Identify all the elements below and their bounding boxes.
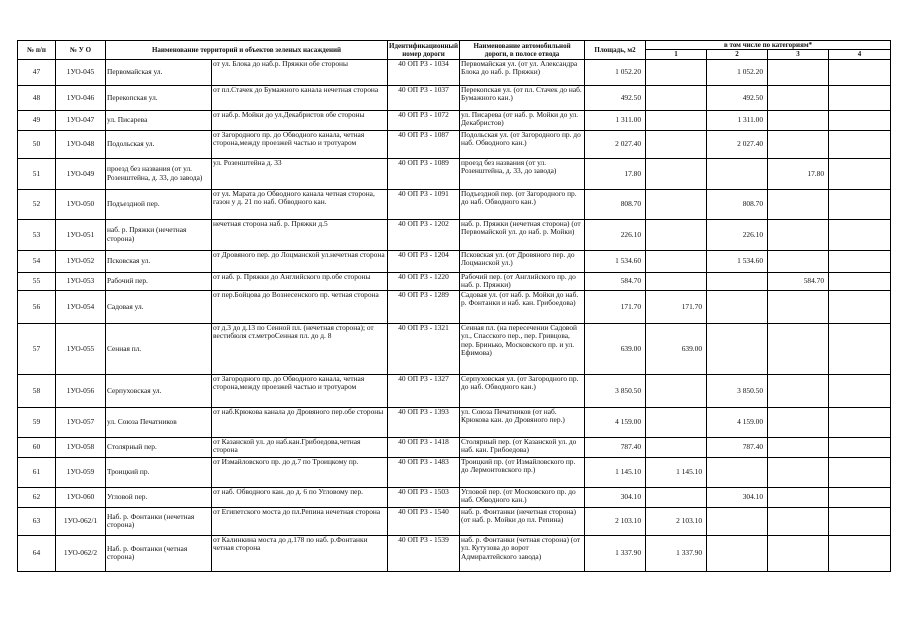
- table-row: [18, 130, 891, 158]
- header-categories: в том числе по категориям*: [646, 41, 891, 50]
- row-name: Наб. р. Фонтанки (нечетная сторона): [106, 507, 212, 535]
- row-cat-2: 492.50: [707, 85, 768, 110]
- row-num: 61: [18, 457, 56, 487]
- row-cat-1: [646, 85, 707, 110]
- row-cat-2: [707, 457, 768, 487]
- row-cat-4: [829, 130, 891, 158]
- row-road: Псковская ул. (от Дровяного пер. до Лоцманской ул.): [460, 250, 585, 272]
- header-name: Наименование территорий и объектов зеленых насаждений: [106, 41, 388, 60]
- row-road: ул. Союза Печатников (от наб. Крюкова кан. до Дровяного пер.): [460, 407, 585, 437]
- row-ident: 40 ОП РЗ - 1220: [388, 272, 460, 290]
- row-description: от д.3 до д.13 по Сенной пл. (нечетная сторона); от вестибюля ст.метроСенная пл. до д. 8: [212, 323, 388, 374]
- row-cat-2: 4 159.00: [707, 407, 768, 437]
- row-road: наб. р. Фонтанки (нечетная сторона) (от наб. р. Мойки до пл. Репина): [460, 507, 585, 535]
- row-description: от Загородного пр. до Обводного канала, четная сторона,между проезжей частью и тротуаром: [212, 130, 388, 158]
- table-row: [18, 250, 891, 272]
- row-cat-1: [646, 130, 707, 158]
- row-road: Троицкий пр. (от Измайловского пр. до Лермонтовского пр.): [460, 457, 585, 487]
- row-description: от Калинкина моста до д.178 по наб. р.Фонтанки четная сторона: [212, 535, 388, 571]
- table-row: [18, 457, 891, 487]
- row-cat-1: 171.70: [646, 290, 707, 323]
- row-description: от Египетского моста до пл.Репина нечетная сторона: [212, 507, 388, 535]
- row-uo: 1УО-057: [56, 407, 106, 437]
- row-uo: 1УО-047: [56, 110, 106, 130]
- row-cat-4: [829, 374, 891, 407]
- row-cat-1: 2 103.10: [646, 507, 707, 535]
- row-cat-3: [768, 59, 829, 85]
- row-description: от наб.р. Мойки до ул.Декабристов обе стороны: [212, 110, 388, 130]
- row-name: проезд без названия (от ул. Розенштейна, д. 33, до завода): [106, 158, 212, 189]
- table-row: [18, 437, 891, 457]
- row-cat-3: [768, 290, 829, 323]
- row-name: Садовая ул.: [106, 290, 212, 323]
- green-areas-sheet: [17, 40, 891, 572]
- row-cat-4: [829, 272, 891, 290]
- row-cat-1: 639.00: [646, 323, 707, 374]
- row-cat-2: [707, 272, 768, 290]
- row-area: 1 534.60: [585, 250, 646, 272]
- row-ident: 40 ОП РЗ - 1393: [388, 407, 460, 437]
- row-description: от пл.Стачек до Бумажного канала нечетная сторона: [212, 85, 388, 110]
- table-body: [18, 59, 891, 571]
- row-ident: 40 ОП РЗ - 1089: [388, 158, 460, 189]
- row-num: 50: [18, 130, 56, 158]
- row-cat-3: [768, 457, 829, 487]
- row-cat-1: [646, 407, 707, 437]
- row-ident: 40 ОП РЗ - 1540: [388, 507, 460, 535]
- row-cat-3: [768, 437, 829, 457]
- row-road: Садовая ул. (от наб. р. Мойки до наб. р. Фонтанки и наб. кан. Грибоедова): [460, 290, 585, 323]
- row-cat-1: [646, 158, 707, 189]
- row-name: Угловой пер.: [106, 487, 212, 507]
- row-road: Подъездной пер. (от Загородного пр. до наб. Обводного кан.): [460, 189, 585, 219]
- row-name: Подъездной пер.: [106, 189, 212, 219]
- row-cat-3: [768, 189, 829, 219]
- row-name: Серпуховская ул.: [106, 374, 212, 407]
- row-uo: 1УО-062/1: [56, 507, 106, 535]
- row-name: Наб. р. Фонтанки (четная сторона): [106, 535, 212, 571]
- row-area: 639.00: [585, 323, 646, 374]
- row-cat-1: [646, 110, 707, 130]
- row-uo: 1УО-045: [56, 59, 106, 85]
- row-num: 56: [18, 290, 56, 323]
- row-cat-2: 2 027.40: [707, 130, 768, 158]
- row-num: 64: [18, 535, 56, 571]
- row-cat-3: [768, 85, 829, 110]
- row-ident: 40 ОП РЗ - 1539: [388, 535, 460, 571]
- row-road: Столярный пер. (от Казанской ул. до наб. кан. Грибоедова): [460, 437, 585, 457]
- table-row: [18, 535, 891, 571]
- row-cat-3: [768, 487, 829, 507]
- row-road: Серпуховская ул. (от Загородного пр. до наб. Обводного кан.): [460, 374, 585, 407]
- header-uo: № У О: [56, 41, 106, 60]
- row-uo: 1УО-053: [56, 272, 106, 290]
- row-ident: 40 ОП РЗ - 1503: [388, 487, 460, 507]
- row-uo: 1УО-048: [56, 130, 106, 158]
- row-cat-4: [829, 219, 891, 250]
- row-cat-3: [768, 130, 829, 158]
- row-cat-2: 1 534.60: [707, 250, 768, 272]
- table-row: [18, 85, 891, 110]
- row-cat-4: [829, 437, 891, 457]
- row-num: 52: [18, 189, 56, 219]
- row-ident: 40 ОП РЗ - 1087: [388, 130, 460, 158]
- row-cat-2: 808.70: [707, 189, 768, 219]
- row-uo: 1УО-054: [56, 290, 106, 323]
- header-cat-1: 1: [646, 50, 707, 59]
- row-ident: 40 ОП РЗ - 1204: [388, 250, 460, 272]
- row-num: 63: [18, 507, 56, 535]
- table-row: [18, 158, 891, 189]
- row-uo: 1УО-052: [56, 250, 106, 272]
- row-cat-3: [768, 535, 829, 571]
- row-ident: 40 ОП РЗ - 1321: [388, 323, 460, 374]
- table-header: [18, 41, 891, 60]
- green-areas-table: [17, 40, 891, 572]
- row-description: от наб. р. Пряжки до Английского пр.обе стороны: [212, 272, 388, 290]
- row-uo: 1УО-049: [56, 158, 106, 189]
- row-ident: 40 ОП РЗ - 1418: [388, 437, 460, 457]
- row-name: Рабочий пер.: [106, 272, 212, 290]
- row-cat-3: 17.80: [768, 158, 829, 189]
- row-cat-2: 304.10: [707, 487, 768, 507]
- header-num: № п/п: [18, 41, 56, 60]
- row-area: 2 027.40: [585, 130, 646, 158]
- row-cat-4: [829, 189, 891, 219]
- row-road: проезд без названия (от ул. Розенштейна, д. 33, до завода): [460, 158, 585, 189]
- row-name: наб. р. Пряжки (нечетная сторона): [106, 219, 212, 250]
- row-cat-4: [829, 250, 891, 272]
- row-name: Первомайская ул.: [106, 59, 212, 85]
- row-cat-4: [829, 323, 891, 374]
- row-cat-2: 787.40: [707, 437, 768, 457]
- row-cat-2: 1 311.00: [707, 110, 768, 130]
- table-row: [18, 290, 891, 323]
- row-description: от Казанской ул. до наб.кан.Грибоедова,четная сторона: [212, 437, 388, 457]
- row-cat-4: [829, 407, 891, 437]
- row-cat-2: [707, 158, 768, 189]
- row-description: от наб.Крюкова канала до Дровяного пер.обе стороны: [212, 407, 388, 437]
- row-cat-4: [829, 158, 891, 189]
- table-row: [18, 59, 891, 85]
- header-ident: Идентификационный номер дороги: [389, 41, 459, 58]
- row-num: 59: [18, 407, 56, 437]
- row-num: 47: [18, 59, 56, 85]
- row-uo: 1УО-051: [56, 219, 106, 250]
- table-row: [18, 272, 891, 290]
- row-road: Перекопская ул. (от пл. Стачек до наб. Бумажного кан.): [460, 85, 585, 110]
- row-num: 54: [18, 250, 56, 272]
- row-area: 171.70: [585, 290, 646, 323]
- row-ident: 40 ОП РЗ - 1072: [388, 110, 460, 130]
- row-area: 1 311.00: [585, 110, 646, 130]
- table-row: [18, 189, 891, 219]
- row-road: Угловой пер. (от Московского пр. до наб. Обводного кан.): [460, 487, 585, 507]
- row-cat-4: [829, 85, 891, 110]
- row-num: 48: [18, 85, 56, 110]
- row-name: Столярный пер.: [106, 437, 212, 457]
- row-cat-4: [829, 487, 891, 507]
- row-area: 226.10: [585, 219, 646, 250]
- row-cat-1: [646, 374, 707, 407]
- row-description: от ул. Марата до Обводного канала четная сторона, газон у д. 21 по наб. Обводного кан.: [212, 189, 388, 219]
- table-row: [18, 323, 891, 374]
- row-num: 53: [18, 219, 56, 250]
- row-cat-3: [768, 407, 829, 437]
- row-cat-1: [646, 487, 707, 507]
- row-num: 62: [18, 487, 56, 507]
- row-cat-3: [768, 219, 829, 250]
- row-cat-1: 1 145.10: [646, 457, 707, 487]
- row-ident: 40 ОП РЗ - 1483: [388, 457, 460, 487]
- row-cat-3: [768, 110, 829, 130]
- table-row: [18, 487, 891, 507]
- header-cat-2: 2: [707, 50, 768, 59]
- row-cat-4: [829, 507, 891, 535]
- row-area: 4 159.00: [585, 407, 646, 437]
- row-name: Троицкий пр.: [106, 457, 212, 487]
- row-description: от пер.Бойцова до Вознесенского пр. четная сторона: [212, 290, 388, 323]
- row-cat-3: [768, 250, 829, 272]
- row-cat-1: [646, 250, 707, 272]
- row-cat-3: [768, 507, 829, 535]
- header-cat-4: 4: [829, 50, 891, 59]
- row-cat-2: 3 850.50: [707, 374, 768, 407]
- header-area: Площадь, м2: [585, 41, 646, 60]
- row-cat-2: [707, 290, 768, 323]
- row-ident: 40 ОП РЗ - 1037: [388, 85, 460, 110]
- row-cat-2: [707, 507, 768, 535]
- row-cat-2: 1 052.20: [707, 59, 768, 85]
- table-row: [18, 507, 891, 535]
- table-row: [18, 374, 891, 407]
- row-road: Рабочий пер. (от Английского пр. до наб. р. Пряжки): [460, 272, 585, 290]
- row-cat-2: [707, 535, 768, 571]
- header-cat-3: 3: [768, 50, 829, 59]
- row-cat-2: 226.10: [707, 219, 768, 250]
- row-description: от Загородного пр. до Обводного канала, четная сторона,между проезжей частью и тротуаром: [212, 374, 388, 407]
- row-cat-4: [829, 110, 891, 130]
- table-row: [18, 219, 891, 250]
- row-ident: 40 ОП РЗ - 1289: [388, 290, 460, 323]
- row-num: 57: [18, 323, 56, 374]
- row-cat-1: [646, 189, 707, 219]
- row-cat-4: [829, 59, 891, 85]
- row-area: 2 103.10: [585, 507, 646, 535]
- row-description: ул. Розенштейна д. 33: [212, 158, 388, 189]
- row-num: 58: [18, 374, 56, 407]
- row-num: 51: [18, 158, 56, 189]
- row-description: от Дровяного пер. до Лоцманской ул.нечетная сторона: [212, 250, 388, 272]
- row-uo: 1УО-059: [56, 457, 106, 487]
- row-name: ул. Союза Печатников: [106, 407, 212, 437]
- row-area: 304.10: [585, 487, 646, 507]
- row-cat-3: [768, 374, 829, 407]
- row-num: 49: [18, 110, 56, 130]
- row-cat-1: [646, 59, 707, 85]
- row-cat-3: 584.70: [768, 272, 829, 290]
- row-road: ул. Писарева (от наб. р. Мойки до ул. Декабристов): [460, 110, 585, 130]
- row-uo: 1УО-046: [56, 85, 106, 110]
- row-ident: 40 ОП РЗ - 1327: [388, 374, 460, 407]
- row-num: 55: [18, 272, 56, 290]
- row-uo: 1УО-050: [56, 189, 106, 219]
- row-cat-1: [646, 437, 707, 457]
- row-name: ул. Писарева: [106, 110, 212, 130]
- row-area: 17.80: [585, 158, 646, 189]
- row-num: 60: [18, 437, 56, 457]
- header-road: Наименование автомобильной дороги, в полосе отвода: [460, 41, 585, 60]
- row-name: Подольская ул.: [106, 130, 212, 158]
- row-area: 3 850.50: [585, 374, 646, 407]
- row-cat-1: 1 337.90: [646, 535, 707, 571]
- row-uo: 1УО-055: [56, 323, 106, 374]
- row-road: наб. р. Фонтанки (четная сторона) (от ул. Кутузова до ворот Адмиралтейского завода): [460, 535, 585, 571]
- row-road: Сенная пл. (на пересечении Садовой ул., Спасского пер., пер. Гривцова, пер. Бринько, Московского пр. и ул. Ефимова): [460, 323, 585, 374]
- row-ident: 40 ОП РЗ - 1091: [388, 189, 460, 219]
- row-area: 808.70: [585, 189, 646, 219]
- row-ident: 40 ОП РЗ - 1034: [388, 59, 460, 85]
- row-area: 1 145.10: [585, 457, 646, 487]
- row-uo: 1УО-062/2: [56, 535, 106, 571]
- row-description: от наб. Обводного кан. до д. 6 по Угловому пер.: [212, 487, 388, 507]
- table-row: [18, 110, 891, 130]
- row-cat-2: [707, 323, 768, 374]
- row-name: Псковская ул.: [106, 250, 212, 272]
- row-area: 1 337.90: [585, 535, 646, 571]
- row-road: наб. р. Пряжки (нечетная сторона) (от Первомайской ул. до наб. р. Мойки): [460, 219, 585, 250]
- row-uo: 1УО-056: [56, 374, 106, 407]
- table-row: [18, 407, 891, 437]
- row-name: Перекопская ул.: [106, 85, 212, 110]
- row-area: 492.50: [585, 85, 646, 110]
- row-cat-4: [829, 457, 891, 487]
- row-cat-4: [829, 290, 891, 323]
- row-area: 584.70: [585, 272, 646, 290]
- row-description: от Измайловского пр. до д.7 по Троицкому пр.: [212, 457, 388, 487]
- row-uo: 1УО-060: [56, 487, 106, 507]
- row-cat-3: [768, 323, 829, 374]
- row-area: 787.40: [585, 437, 646, 457]
- row-description: нечетная сторона наб. р. Пряжки д.5: [212, 219, 388, 250]
- row-cat-1: [646, 219, 707, 250]
- row-road: Первомайская ул. (от ул. Александра Блока до наб. р. Пряжки): [460, 59, 585, 85]
- row-ident: 40 ОП РЗ - 1202: [388, 219, 460, 250]
- row-uo: 1УО-058: [56, 437, 106, 457]
- row-cat-1: [646, 272, 707, 290]
- row-road: Подольская ул. (от Загородного пр. до наб. Обводного кан.): [460, 130, 585, 158]
- row-name: Сенная пл.: [106, 323, 212, 374]
- row-cat-4: [829, 535, 891, 571]
- row-area: 1 052.20: [585, 59, 646, 85]
- row-description: от ул. Блока до наб.р. Пряжки обе стороны: [212, 59, 388, 85]
